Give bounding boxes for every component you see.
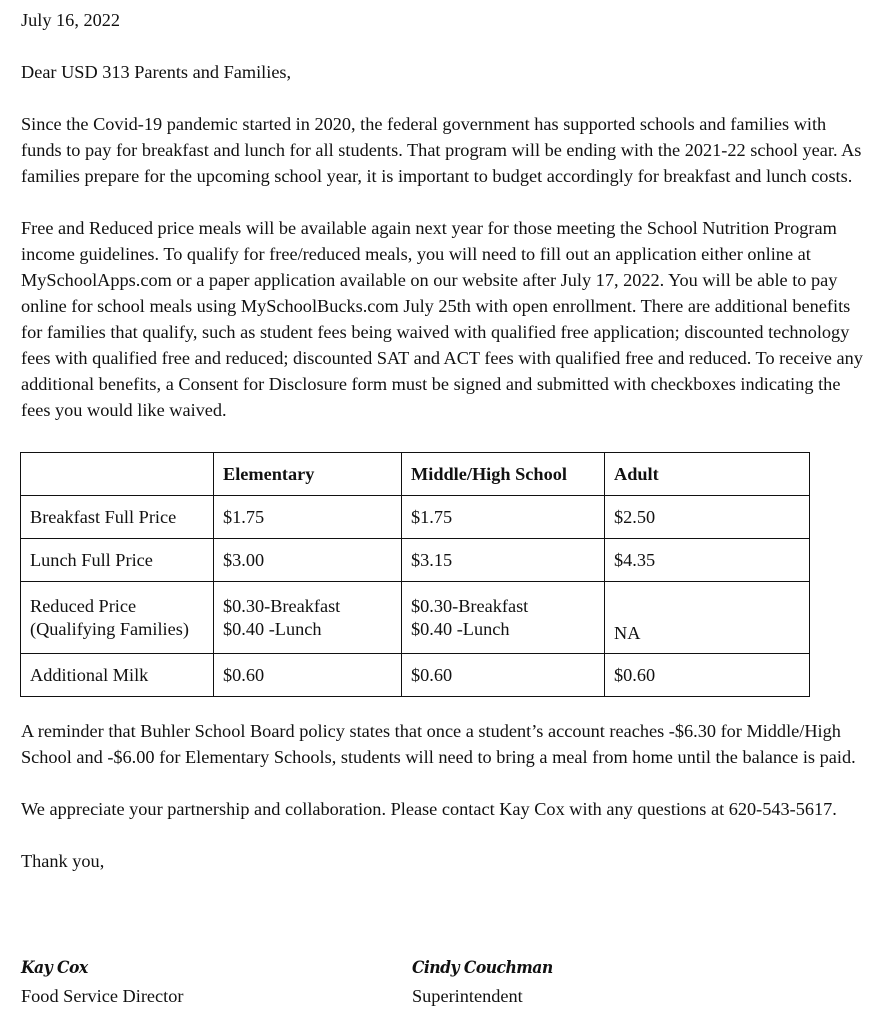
signature-section [21,955,866,1015]
price-adult: $2.50 [605,496,810,539]
letter-paragraph-account-balance: A reminder that Buhler School Board policy states that once a student’s account reaches -$6.30 for Middle/High School and -$6.00 for Elementary Schools, students will need to bring a meal from home until the balance is paid. [21,721,856,767]
table-header-elementary: Elementary [214,453,402,496]
table-header-row [21,453,810,496]
signature-block-food-service [21,955,183,1009]
price-elementary: $3.00 [214,539,402,582]
signature-name: Cindy Couchman [412,958,553,978]
price-middle-high: $0.30-Breakfast $0.40 -Lunch [402,582,605,654]
letter-paragraph-contact: We appreciate your partnership and collaboration. Please contact Kay Cox with any questions at 620-543-5617. [21,799,837,819]
price-middle-high: $1.75 [402,496,605,539]
price-elementary: $1.75 [214,496,402,539]
row-label: Lunch Full Price [21,539,214,582]
letter-date: July 16, 2022 [21,10,121,30]
price-middle-high: $0.60 [402,654,605,697]
letter-body-continued [21,718,866,874]
signature-title: Food Service Director [21,986,184,1006]
table-row-breakfast [21,496,810,539]
row-label: Additional Milk [21,654,214,697]
price-elementary: $0.30-Breakfast $0.40 -Lunch [214,582,402,654]
table-row-additional-milk [21,654,810,697]
price-adult: $0.60 [605,654,810,697]
signature-name: Kay Cox [21,958,88,978]
row-label: Breakfast Full Price [21,496,214,539]
price-adult: NA [605,582,810,654]
letter-paragraph-free-reduced-meals: Free and Reduced price meals will be available again next year for those meeting the School Nutrition Program income guidelines. To qualify for free/reduced meals, you will need to fill out an application either online at MySchoolApps.com or a paper application available on our website after July 17, 2022. You will be able to pay online for school meals using MySchoolBucks.com July 25th with open enrollment. There are additional benefits for families that qualify, such as student fees being waived with qualified free application; discounted technology fees with qualified free and reduced; discounted SAT and ACT fees with qualified free and reduced. To receive any additional benefits, a Consent for Disclosure form must be signed and submitted with checkboxes indicating the fees you would like waived. [21,218,863,420]
letter-closing: Thank you, [21,851,105,871]
letter-paragraph-covid-funding: Since the Covid-19 pandemic started in 2020, the federal government has supported schools and families with funds to pay for breakfast and lunch for all students. That program will be ending with the 2021-22 school year. As families prepare for the upcoming school year, it is important to budget accordingly for breakfast and lunch costs. [21,114,862,186]
signature-block-superintendent [412,955,565,1009]
table-header-middle-high: Middle/High School [402,453,605,496]
signature-title: Superintendent [412,986,523,1006]
table-header-empty [21,453,214,496]
price-elementary: $0.60 [214,654,402,697]
table-row-lunch [21,539,810,582]
meal-price-table [20,452,810,697]
price-adult: $4.35 [605,539,810,582]
table-row-reduced-price [21,582,810,654]
letter-salutation: Dear USD 313 Parents and Families, [21,62,292,82]
price-middle-high: $3.15 [402,539,605,582]
letter-body [21,7,866,423]
row-label: Reduced Price (Qualifying Families) [21,582,214,654]
table-header-adult: Adult [605,453,810,496]
